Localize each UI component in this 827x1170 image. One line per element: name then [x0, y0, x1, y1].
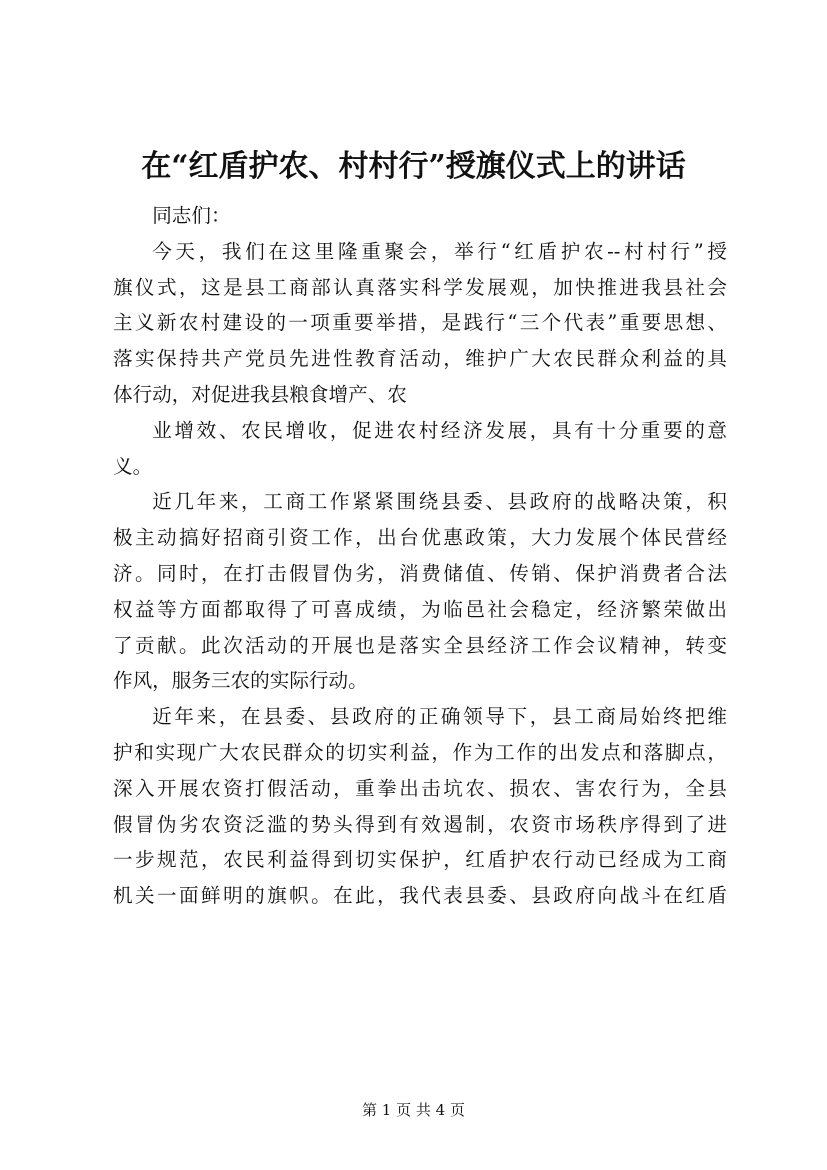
paragraph-line: 旗仪式，这是县工商部认真落实科学发展观，加快推进我县社会: [113, 275, 727, 299]
paragraph-line: 极主动搞好招商引资工作，出台优惠政策，大力发展个体民营经: [113, 526, 727, 550]
paragraph-line: 近几年来，工商工作紧紧围绕县委、县政府的战略决策，积: [152, 490, 727, 514]
document-title: 在“红盾护农、村村行”授旗仪式上的讲话: [141, 149, 686, 184]
paragraph-line: 济。同时，在打击假冒伪劣，消费储值、传销、保护消费者合法: [113, 561, 727, 585]
paragraph-line: 一步规范，农民利益得到切实保护，红盾护农行动已经成为工商: [113, 848, 727, 872]
page-number-footer: 第 1 页 共 4 页: [362, 1101, 465, 1119]
paragraph-line: 业增效、农民增收，促进农村经济发展，具有十分重要的意: [152, 418, 727, 442]
paragraph-line: 权益等方面都取得了可喜成绩，为临邑社会稳定，经济繁荣做出: [113, 597, 727, 621]
paragraph-line: 落实保持共产党员先进性教育活动，维护广大农民群众利益的具: [113, 347, 727, 371]
paragraph-3: [113, 484, 727, 699]
paragraph-4: [113, 699, 727, 914]
paragraph-line: 义。: [113, 454, 153, 478]
paragraph-line: 主义新农村建设的一项重要举措，是践行“三个代表”重要思想、: [113, 311, 727, 335]
paragraph-2: [113, 413, 727, 485]
paragraph-line: 作风，服务三农的实际行动。: [113, 669, 368, 693]
paragraph-line: 今天，我们在这里隆重聚会，举行“红盾护农--村村行”授: [152, 239, 727, 263]
paragraph-line: 近年来，在县委、县政府的正确领导下，县工商局始终把维: [152, 705, 727, 729]
paragraph-line: 深入开展农资打假活动，重拳出击坑农、损农、害农行为，全县: [113, 776, 727, 800]
paragraph-line: 护和实现广大农民群众的切实利益，作为工作的出发点和落脚点，: [113, 740, 727, 764]
paragraph-line: 假冒伪劣农资泛滥的势头得到有效遏制，农资市场秩序得到了进: [113, 812, 727, 836]
paragraph-line: 机关一面鲜明的旗帜。在此，我代表县委、县政府向战斗在红盾: [113, 884, 727, 908]
paragraph-1: [113, 234, 727, 413]
salutation: 同志们：: [152, 204, 231, 227]
paragraph-line: 了贡献。此次活动的开展也是落实全县经济工作会议精神，转变: [113, 633, 727, 657]
document-body: [113, 198, 727, 914]
paragraph-line: 体行动，对促进我县粮食增产、农: [113, 382, 407, 406]
